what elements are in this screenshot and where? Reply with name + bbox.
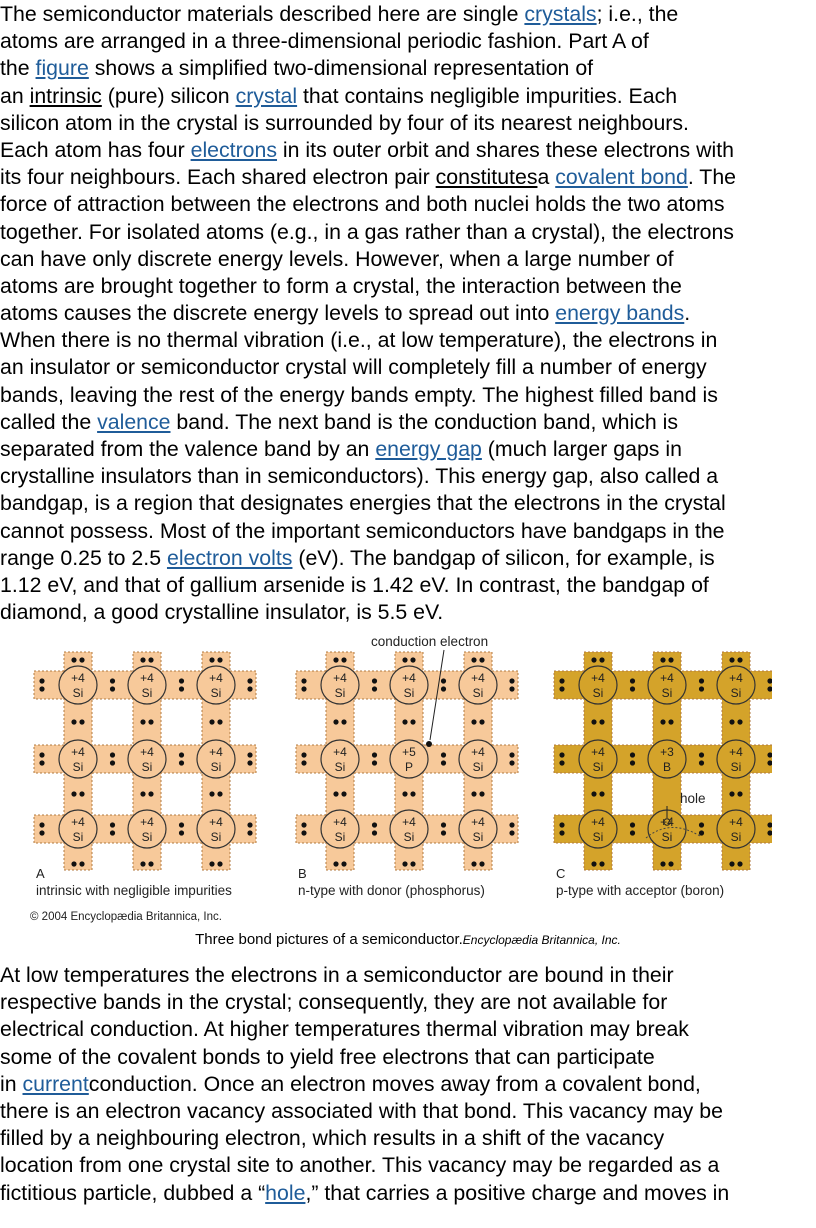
semiconductor-bond-figure <box>30 628 772 926</box>
atom-symbol: B <box>662 760 672 774</box>
text-run: cannot possess. Most of the important semiconductors have bandgaps in the <box>0 518 725 543</box>
text-line <box>0 382 816 409</box>
electron <box>559 822 564 827</box>
text-run: its four neighbours. Each shared electron pair <box>0 165 436 190</box>
electron <box>737 791 742 796</box>
electron <box>247 830 252 835</box>
electron <box>699 760 704 765</box>
text-run: When there is no thermal vibration (i.e., at low temperature), the electrons in <box>0 328 718 353</box>
conduction-electron <box>426 741 432 747</box>
panel-a <box>34 652 256 898</box>
electron <box>247 678 252 683</box>
electron <box>599 719 604 724</box>
text-run: can have only discrete energy levels. However, when a large number of <box>0 246 674 271</box>
text-run: conduction. Once an electron moves away from a covalent bond, <box>88 1071 701 1096</box>
atom-symbol: P <box>404 760 414 774</box>
text-line <box>0 110 816 137</box>
text-run: (much larger gaps in <box>481 437 682 461</box>
electron <box>39 760 44 765</box>
atom-symbol: Si <box>730 686 742 700</box>
electron <box>148 861 153 866</box>
atom-symbol: Si <box>730 760 742 774</box>
link-electrons[interactable]: electrons <box>190 137 278 162</box>
electron <box>559 686 564 691</box>
atom-symbol: Si <box>210 686 222 700</box>
electron <box>559 678 564 683</box>
text-line <box>0 962 816 989</box>
electron <box>333 657 338 662</box>
electron <box>179 686 184 691</box>
electron <box>110 752 115 757</box>
atom-symbol: Si <box>334 686 346 700</box>
electron <box>341 657 346 662</box>
atom-charge: +4 <box>729 745 743 759</box>
atom-symbol: Si <box>334 760 346 774</box>
electron <box>217 719 222 724</box>
electron <box>509 752 514 757</box>
electron <box>217 791 222 796</box>
electron <box>372 686 377 691</box>
text-run: . <box>684 301 691 326</box>
electron <box>599 657 604 662</box>
atom-symbol: Si <box>334 830 346 844</box>
electron <box>148 791 153 796</box>
panel-label: n-type with donor (phosphorus) <box>298 883 485 898</box>
text-run: the <box>0 56 36 81</box>
electron <box>699 678 704 683</box>
electron <box>372 822 377 827</box>
electron <box>79 719 84 724</box>
electron <box>247 686 252 691</box>
electron <box>471 657 476 662</box>
electron <box>39 678 44 683</box>
electron <box>217 861 222 866</box>
text-run: respective bands in the crystal; consequently, they are not available for <box>0 990 668 1015</box>
electron <box>479 861 484 866</box>
text-line <box>0 1 816 28</box>
electron <box>699 686 704 691</box>
electron <box>148 657 153 662</box>
electron <box>148 719 153 724</box>
text-line <box>0 989 816 1016</box>
electron <box>471 791 476 796</box>
electron <box>630 760 635 765</box>
electron <box>301 830 306 835</box>
atom-charge: +4 <box>209 745 223 759</box>
electron <box>247 752 252 757</box>
atom-symbol: Si <box>72 760 84 774</box>
electron <box>509 678 514 683</box>
atom-charge: +4 <box>591 745 605 759</box>
electron <box>301 678 306 683</box>
electron <box>410 719 415 724</box>
atom-charge: +4 <box>591 671 605 685</box>
text-line <box>0 1152 816 1179</box>
text-line <box>0 300 816 327</box>
electron <box>591 719 596 724</box>
text-run: (pure) silicon <box>101 83 236 108</box>
atom-charge: +4 <box>209 671 223 685</box>
electron <box>372 678 377 683</box>
electron <box>441 678 446 683</box>
text-run: (eV). The bandgap of silicon, for example, is <box>292 545 715 570</box>
atom-symbol: Si <box>141 830 153 844</box>
text-line <box>0 273 816 300</box>
text-run: bandgap, is a region that designates energies that the electrons in the crystal <box>0 491 726 516</box>
text-run: . The <box>687 165 737 190</box>
atom-symbol: Si <box>210 830 222 844</box>
text-line <box>0 55 816 82</box>
text-line <box>0 463 816 490</box>
electron <box>301 686 306 691</box>
atom-symbol: Si <box>592 686 604 700</box>
text-line <box>0 1180 816 1207</box>
electron <box>729 791 734 796</box>
electron <box>209 791 214 796</box>
electron <box>71 719 76 724</box>
text-run: together. For isolated atoms (e.g., in a gas rather than a crystal), the electrons <box>0 219 734 244</box>
electron <box>591 861 596 866</box>
electron <box>333 719 338 724</box>
text-line <box>0 436 816 463</box>
electron <box>110 830 115 835</box>
electron <box>630 686 635 691</box>
atom-symbol: Si <box>403 686 415 700</box>
electron <box>209 861 214 866</box>
text-run: Each atom has four <box>0 137 191 162</box>
text-line <box>0 354 816 381</box>
text-run: ; i.e., the <box>596 2 679 26</box>
atom-charge: +4 <box>333 745 347 759</box>
text-run: an <box>0 83 30 108</box>
atom-charge: +4 <box>471 745 485 759</box>
figure-caption <box>0 931 816 948</box>
atom-charge: +4 <box>591 815 605 829</box>
atom-charge: +4 <box>660 815 674 829</box>
electron <box>39 752 44 757</box>
atom-charge: +4 <box>140 745 154 759</box>
text-line <box>0 191 816 218</box>
link-current[interactable]: current <box>22 1071 89 1096</box>
atom-charge: +5 <box>402 745 416 759</box>
electron <box>179 822 184 827</box>
text-run: range 0.25 to 2.5 <box>0 545 167 570</box>
text-line <box>0 137 816 164</box>
text-line <box>0 599 816 626</box>
electron <box>509 760 514 765</box>
figure-copyright: © 2004 Encyclopædia Britannica, Inc. <box>30 911 222 923</box>
text-run: electrical conduction. At higher temperatures thermal vibration may break <box>0 1017 689 1042</box>
link-hole[interactable]: hole <box>265 1180 306 1205</box>
electron <box>247 760 252 765</box>
electron <box>179 830 184 835</box>
electron <box>660 861 665 866</box>
electron <box>737 861 742 866</box>
atom-charge: +4 <box>71 671 85 685</box>
atom-symbol: Si <box>592 830 604 844</box>
electron <box>509 686 514 691</box>
text-run: At low temperatures the electrons in a semiconductor are bound in their <box>0 963 674 987</box>
electron <box>179 760 184 765</box>
electron <box>39 830 44 835</box>
atom-symbol: Si <box>592 760 604 774</box>
electron <box>110 686 115 691</box>
atom-charge: +4 <box>729 815 743 829</box>
electron <box>301 752 306 757</box>
electron <box>441 752 446 757</box>
electron <box>79 861 84 866</box>
text-run: filled by a neighbouring electron, which results in a shift of the vacancy <box>0 1126 665 1151</box>
text-run: atoms are arranged in a three-dimensional periodic fashion. Part A of <box>0 29 649 54</box>
text-run: The semiconductor materials described here are single <box>0 2 525 26</box>
text-line <box>0 246 816 273</box>
text-run: silicon atom in the crystal is surrounded by four of its nearest neighbours. <box>0 110 689 135</box>
electron <box>737 719 742 724</box>
electron <box>341 861 346 866</box>
electron <box>140 791 145 796</box>
panel-label: p-type with acceptor (boron) <box>556 883 725 898</box>
paragraph-1 <box>0 1 816 626</box>
electron <box>509 830 514 835</box>
atom-symbol: Si <box>403 830 415 844</box>
electron <box>333 861 338 866</box>
electron <box>441 760 446 765</box>
electron <box>559 760 564 765</box>
electron <box>79 657 84 662</box>
caption-credit: Encyclopædia Britannica, Inc. <box>462 933 621 947</box>
atom-symbol: Si <box>141 760 153 774</box>
atom-charge: +4 <box>333 815 347 829</box>
electron <box>630 678 635 683</box>
electron <box>668 657 673 662</box>
electron <box>471 861 476 866</box>
electron <box>372 752 377 757</box>
electron <box>479 719 484 724</box>
atom-charge: +4 <box>333 671 347 685</box>
caption-text: Three bond pictures of a semiconductor. <box>195 931 463 948</box>
electron <box>660 657 665 662</box>
text-run: 1.12 eV, and that of gallium arsenide is 1.42 eV. In contrast, the bandgap of <box>0 572 709 597</box>
electron <box>140 719 145 724</box>
text-line <box>0 1044 816 1071</box>
atom-symbol: Si <box>730 830 742 844</box>
electron <box>559 752 564 757</box>
text-line <box>0 409 816 436</box>
text-run: shows a simplified two-dimensional representation of <box>88 56 594 81</box>
electron <box>301 760 306 765</box>
text-line <box>0 327 816 354</box>
text-run: atoms are brought together to form a crystal, the interaction between the <box>0 273 682 298</box>
paragraph-2 <box>0 962 816 1207</box>
atom-charge: +4 <box>209 815 223 829</box>
electron <box>341 719 346 724</box>
text-run: in <box>0 1071 23 1096</box>
electron <box>402 791 407 796</box>
electron <box>247 822 252 827</box>
text-run: bands, leaving the rest of the energy bands empty. The highest filled band is <box>0 382 718 407</box>
text-line <box>0 572 816 599</box>
electron <box>71 791 76 796</box>
text-run: location from one crystal site to another. This vacancy may be regarded as a <box>0 1153 720 1178</box>
atom-charge: +4 <box>729 671 743 685</box>
link-figure[interactable]: figure <box>35 56 89 81</box>
text-line <box>0 490 816 517</box>
electron <box>441 822 446 827</box>
text-line <box>0 1098 816 1125</box>
atom-symbol: Si <box>661 830 673 844</box>
electron <box>209 719 214 724</box>
underlined-term: intrinsic <box>29 83 102 108</box>
text-run: some of the covalent bonds to yield free electrons that can participate <box>0 1044 655 1069</box>
text-run: diamond, a good crystalline insulator, is 5.5 eV. <box>0 600 444 625</box>
atom-symbol: Si <box>210 760 222 774</box>
atom-symbol: Si <box>141 686 153 700</box>
electron <box>410 861 415 866</box>
hole-label: hole <box>680 791 706 806</box>
electron <box>441 686 446 691</box>
electron <box>699 822 704 827</box>
text-line <box>0 1071 816 1098</box>
electron <box>110 678 115 683</box>
electron <box>699 830 704 835</box>
atom-symbol: Si <box>472 830 484 844</box>
text-line <box>0 545 816 572</box>
link-valence[interactable]: valence <box>97 409 171 434</box>
text-line <box>0 219 816 246</box>
electron <box>737 657 742 662</box>
electron <box>630 752 635 757</box>
electron <box>410 657 415 662</box>
electron <box>591 657 596 662</box>
text-line <box>0 83 816 110</box>
electron <box>591 791 596 796</box>
atom-symbol: Si <box>72 830 84 844</box>
atom-charge: +4 <box>402 671 416 685</box>
electron <box>179 752 184 757</box>
electron <box>372 830 377 835</box>
panel-c <box>554 652 772 898</box>
text-run: an insulator or semiconductor crystal will completely fill a number of energy <box>0 355 707 380</box>
link-energy-bands[interactable]: energy bands <box>555 301 685 326</box>
electron <box>179 678 184 683</box>
panel-letter: B <box>298 866 307 881</box>
link-crystals[interactable]: crystals <box>524 2 597 26</box>
electron <box>479 791 484 796</box>
atom-charge: +4 <box>140 815 154 829</box>
conduction-electron-label: conduction electron <box>371 634 489 649</box>
text-line <box>0 1016 816 1043</box>
text-run: that contains negligible impurities. Each <box>297 83 678 108</box>
panel-label: intrinsic with negligible impurities <box>36 883 232 898</box>
text-run: there is an electron vacancy associated with that bond. This vacancy may be <box>0 1098 723 1123</box>
electron <box>217 657 222 662</box>
electron <box>79 791 84 796</box>
text-run: a <box>537 165 556 190</box>
text-line <box>0 1125 816 1152</box>
electron <box>209 657 214 662</box>
electron <box>660 719 665 724</box>
atom-symbol: Si <box>661 686 673 700</box>
electron <box>71 861 76 866</box>
electron <box>599 861 604 866</box>
electron <box>341 791 346 796</box>
atom-symbol: Si <box>72 686 84 700</box>
electron <box>39 822 44 827</box>
electron <box>668 719 673 724</box>
atom-charge: +4 <box>660 671 674 685</box>
electron <box>333 791 338 796</box>
electron <box>699 752 704 757</box>
text-run: crystalline insulators than in semiconductors). This energy gap, also called a <box>0 464 719 489</box>
electron <box>402 719 407 724</box>
text-run: ,” that carries a positive charge and moves in <box>305 1180 730 1205</box>
electron <box>372 760 377 765</box>
atom-charge: +4 <box>471 815 485 829</box>
electron <box>441 830 446 835</box>
atom-symbol: Si <box>472 686 484 700</box>
electron <box>402 861 407 866</box>
atom-charge: +4 <box>140 671 154 685</box>
electron <box>668 861 673 866</box>
electron <box>729 719 734 724</box>
electron <box>410 791 415 796</box>
text-line <box>0 28 816 55</box>
electron <box>471 719 476 724</box>
atom-charge: +4 <box>402 815 416 829</box>
panel-letter: C <box>556 866 566 881</box>
electron <box>71 657 76 662</box>
text-run: in its outer orbit and shares these electrons with <box>277 137 734 162</box>
underlined-term: constitutes <box>435 165 538 190</box>
electron <box>110 760 115 765</box>
link-electron-volts[interactable]: electron volts <box>166 545 293 570</box>
panel-b <box>296 634 518 898</box>
text-run: band. The next band is the conduction band, which is <box>170 409 679 434</box>
atom-charge: +4 <box>71 745 85 759</box>
electron <box>39 686 44 691</box>
link-covalent-bond[interactable]: covalent bond <box>555 165 688 190</box>
atom-charge: +3 <box>660 745 674 759</box>
text-run: force of attraction between the electrons and both nuclei holds the two atoms <box>0 192 725 217</box>
text-run: fictitious particle, dubbed a “ <box>0 1180 266 1205</box>
electron <box>402 657 407 662</box>
text-line <box>0 518 816 545</box>
electron <box>630 830 635 835</box>
atom-charge: +4 <box>471 671 485 685</box>
electron <box>599 791 604 796</box>
electron <box>630 822 635 827</box>
electron <box>110 822 115 827</box>
atom-symbol: Si <box>472 760 484 774</box>
electron <box>140 657 145 662</box>
electron <box>729 657 734 662</box>
text-run: separated from the valence band by an <box>0 437 376 461</box>
link-crystal[interactable]: crystal <box>235 83 298 108</box>
panel-letter: A <box>36 866 45 881</box>
text-run: atoms causes the discrete energy levels to spread out into <box>0 301 556 326</box>
text-run: called the <box>0 409 98 434</box>
electron <box>140 861 145 866</box>
electron <box>301 822 306 827</box>
link-energy-gap[interactable]: energy gap <box>375 437 482 461</box>
electron <box>729 861 734 866</box>
electron <box>509 822 514 827</box>
electron <box>479 657 484 662</box>
text-line <box>0 164 816 191</box>
electron <box>559 830 564 835</box>
atom-charge: +4 <box>71 815 85 829</box>
